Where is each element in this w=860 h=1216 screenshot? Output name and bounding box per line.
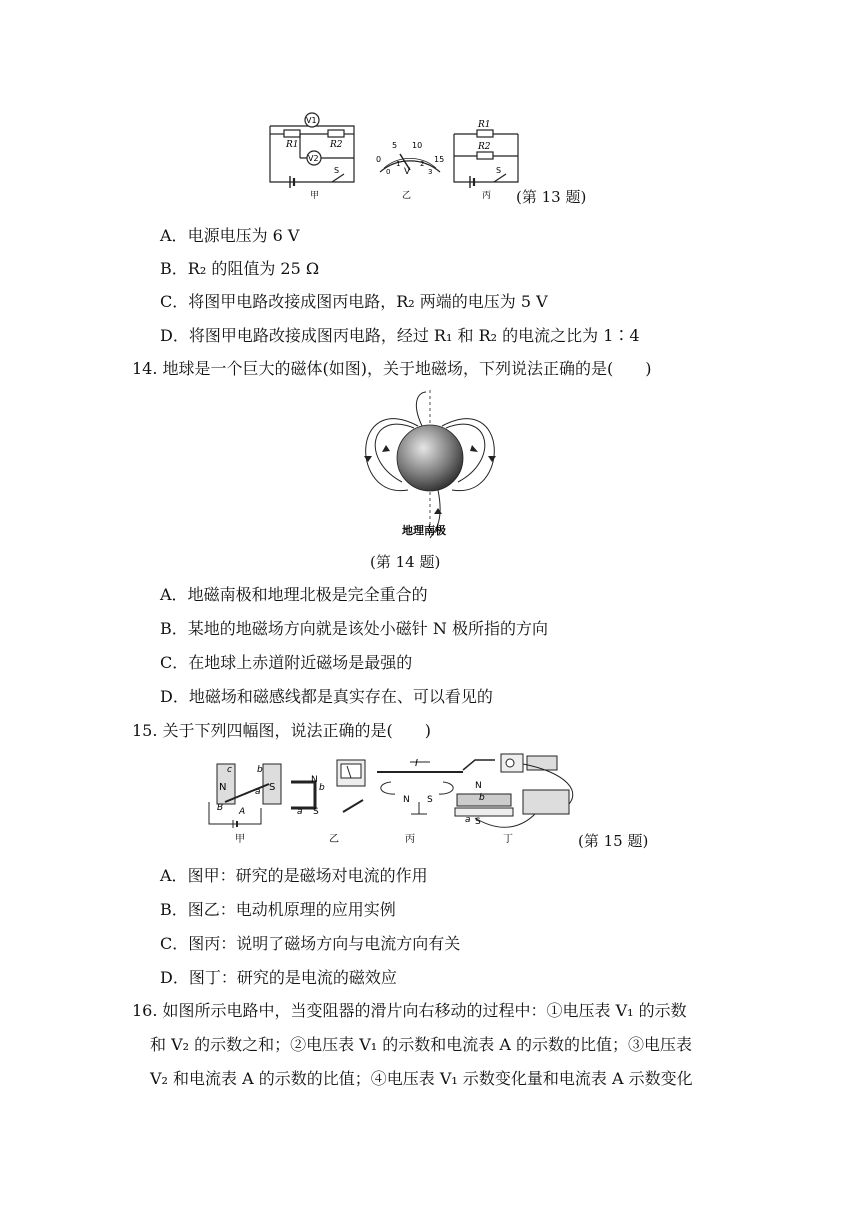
fig15-label-s-yi: S (313, 807, 319, 817)
option-text: 地磁场和磁感线都是真实存在、可以看见的 (188, 687, 493, 706)
fig15-label-b-ding: b (479, 793, 485, 803)
option-letter: A． (160, 866, 188, 885)
label-r2-bing: R2 (478, 142, 491, 152)
q13-option-a (160, 225, 299, 247)
fig15-label-a-yi: a (297, 807, 303, 817)
meter-unit: V (404, 167, 411, 177)
figure-13-caption: (第 13 题) (516, 188, 587, 206)
option-text: 图甲：研究的是磁场对电流的作用 (187, 866, 428, 885)
option-letter: B． (160, 619, 188, 638)
option-text: 在地球上赤道附近磁场是最强的 (188, 653, 413, 672)
option-letter: C． (160, 292, 189, 311)
label-jia: 甲 (310, 191, 320, 201)
scale-top-10: 10 (412, 141, 423, 150)
label-r1-bing: R1 (478, 120, 491, 130)
q15-stem: 15. 关于下列四幅图，说法正确的是( ) (132, 721, 432, 740)
scale-top-15: 15 (434, 155, 445, 164)
q15-option-c (160, 933, 460, 955)
label-yi: 乙 (402, 191, 412, 201)
option-letter: C． (160, 934, 189, 953)
fig15-label-a-ding: a (465, 815, 471, 825)
figure-15 (205, 752, 585, 848)
figure-14-earth (360, 390, 500, 540)
label-s-jia: S (334, 166, 340, 175)
q13-option-c (160, 291, 548, 313)
fig15-label-b-yi: b (319, 783, 325, 793)
fig15-label-yi: 乙 (329, 834, 339, 845)
q15-option-d (160, 967, 397, 989)
q14-option-c (160, 652, 412, 674)
label-v1: V1 (306, 116, 317, 125)
q16-line-1: 16. 如图所示电路中，当变阻器的滑片向右移动的过程中：①电压表 V₁ 的示数 (132, 1001, 687, 1020)
q14-stem: 14. 地球是一个巨大的磁体(如图)，关于地磁场，下列说法正确的是( ) (132, 359, 652, 378)
fig15-label-s-ding: S (475, 817, 481, 827)
option-letter: B． (160, 259, 188, 278)
fig15-label-current: I (415, 758, 418, 769)
label-geographic-south-pole: 地理南极 (402, 524, 446, 537)
scale-bottom-3: 3 (428, 168, 433, 176)
q14-option-a (160, 584, 428, 606)
globe-icon (397, 425, 463, 491)
scale-bottom-2: 2 (420, 160, 425, 168)
fig15-label-a-jia: a (255, 787, 261, 797)
q16-line-3: V₂ 和电流表 A 的示数的比值；④电压表 V₁ 示数变化量和电流表 A 示数变化 (150, 1069, 693, 1088)
option-text: 电源电压为 6 V (187, 226, 300, 245)
option-letter: A． (160, 585, 188, 604)
option-text: R₂ 的阻值为 25 Ω (187, 259, 320, 278)
option-letter: C． (160, 653, 189, 672)
scale-top-0: 0 (376, 155, 382, 164)
q13-option-b (160, 258, 319, 280)
fig15-label-s-jia: S (269, 782, 276, 793)
fig15-label-n-ding: N (475, 781, 482, 791)
option-text: 图乙：电动机原理的应用实例 (187, 900, 396, 919)
option-text: 图丙：说明了磁场方向与电流方向有关 (188, 934, 461, 953)
option-text: 将图甲电路改接成图丙电路，R₂ 两端的电压为 5 V (188, 292, 548, 311)
q14-option-d (160, 686, 493, 708)
fig15-label-n-yi: N (311, 775, 318, 785)
option-letter: D． (160, 968, 189, 987)
q15-option-b (160, 899, 396, 921)
fig15-label-s-bing: S (427, 795, 433, 805)
option-text: 某地的地磁场方向就是该处小磁针 N 极所指的方向 (187, 619, 548, 638)
fig15-label-b-jia: b (257, 765, 263, 775)
option-letter: A． (160, 226, 188, 245)
option-text: 将图甲电路改接成图丙电路，经过 R₁ 和 R₂ 的电流之比为 1∶4 (188, 326, 640, 345)
fig15-label-n-jia: N (219, 782, 227, 793)
scale-bottom-1: 1 (396, 160, 401, 168)
fig15-label-big-a: A (239, 807, 246, 817)
label-s-bing: S (496, 166, 502, 175)
figure-15-drawing (205, 752, 585, 848)
q13-option-d (160, 325, 640, 347)
option-text: 图丁：研究的是电流的磁效应 (188, 968, 397, 987)
label-r1-jia: R1 (286, 140, 299, 150)
fig15-label-c: c (227, 765, 232, 775)
label-r2-jia: R2 (330, 140, 343, 150)
fig15-label-bing: 丙 (405, 834, 415, 845)
fig15-label-ding: 丁 (503, 834, 513, 845)
fig15-label-big-b: B (217, 803, 224, 813)
q16-line-2: 和 V₂ 的示数之和；②电压表 V₁ 的示数和电流表 A 的示数的比值；③电压表 (150, 1035, 693, 1054)
q14-option-b (160, 618, 548, 640)
figure-15-caption: (第 15 题) (578, 832, 649, 850)
earth-magnetic-field-drawing (360, 390, 500, 540)
option-letter: D． (160, 687, 189, 706)
label-v2: V2 (308, 154, 319, 163)
figure-14-caption: (第 14 题) (370, 553, 441, 571)
scale-top-5: 5 (392, 141, 398, 150)
label-bing: 丙 (482, 191, 492, 201)
option-letter: B． (160, 900, 188, 919)
option-letter: D． (160, 326, 189, 345)
fig15-label-n-bing: N (403, 795, 410, 805)
scale-bottom-0: 0 (386, 168, 391, 176)
q15-option-a (160, 865, 428, 887)
fig15-label-jia: 甲 (235, 834, 245, 845)
option-text: 地磁南极和地理北极是完全重合的 (187, 585, 428, 604)
